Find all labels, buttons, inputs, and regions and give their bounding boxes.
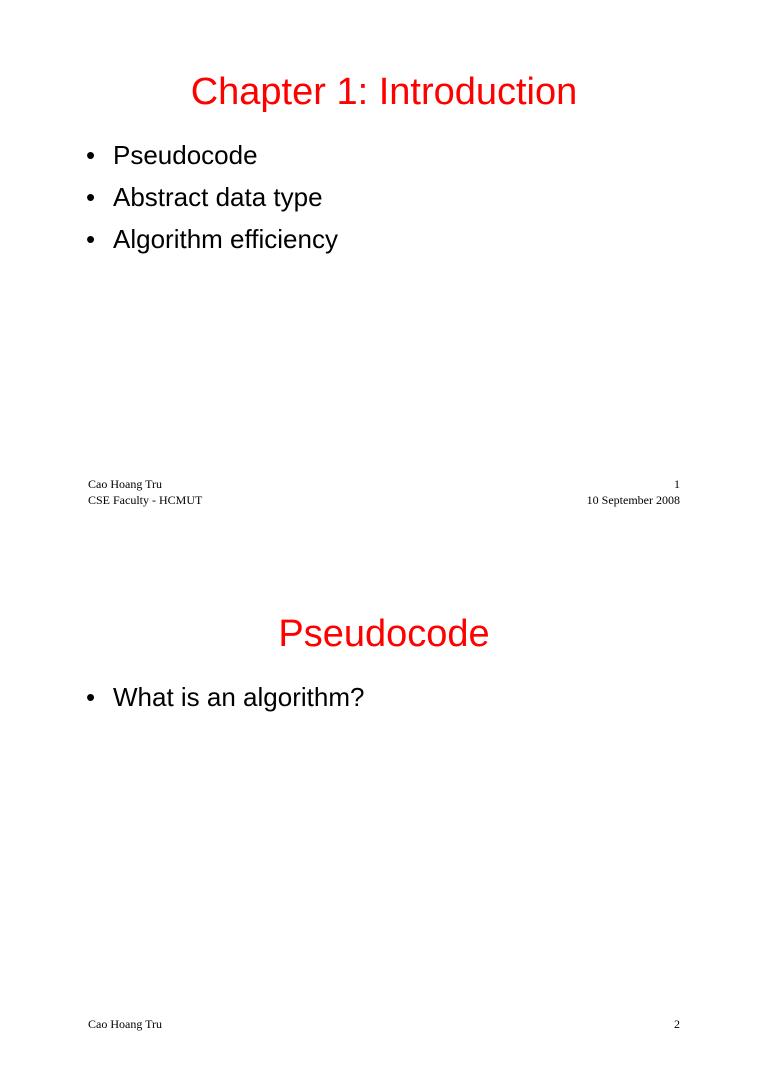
slide-title: Chapter 1: Introduction (190, 71, 578, 113)
footer-date: 10 September 2008 (586, 493, 680, 507)
bullet-icon: • (86, 224, 96, 254)
footer-row (88, 476, 680, 492)
slide-footer (88, 476, 680, 508)
bullet-list (86, 134, 338, 260)
bullet-text: What is an algorithm? (113, 682, 365, 712)
bullet-text: Algorithm efficiency (113, 224, 338, 254)
bullet-icon: • (86, 182, 96, 212)
bullet-icon: • (86, 140, 96, 170)
bullet-item (86, 176, 338, 218)
slide-title: Pseudocode (278, 613, 490, 655)
slide-footer (88, 1016, 680, 1032)
slide-2 (0, 540, 768, 1080)
bullet-icon: • (86, 682, 96, 712)
footer-faculty: CSE Faculty - HCMUT (88, 493, 203, 507)
bullet-item (86, 134, 338, 176)
footer-author: Cao Hoang Tru (88, 477, 163, 491)
bullet-list (86, 676, 364, 718)
footer-page-number: 2 (674, 1017, 680, 1031)
bullet-item (86, 676, 364, 718)
footer-row (88, 492, 680, 508)
bullet-item (86, 218, 338, 260)
bullet-text: Abstract data type (113, 182, 323, 212)
footer-author: Cao Hoang Tru (88, 1017, 163, 1031)
footer-page-number: 1 (674, 477, 680, 491)
bullet-text: Pseudocode (113, 140, 258, 170)
footer-row (88, 1016, 680, 1032)
